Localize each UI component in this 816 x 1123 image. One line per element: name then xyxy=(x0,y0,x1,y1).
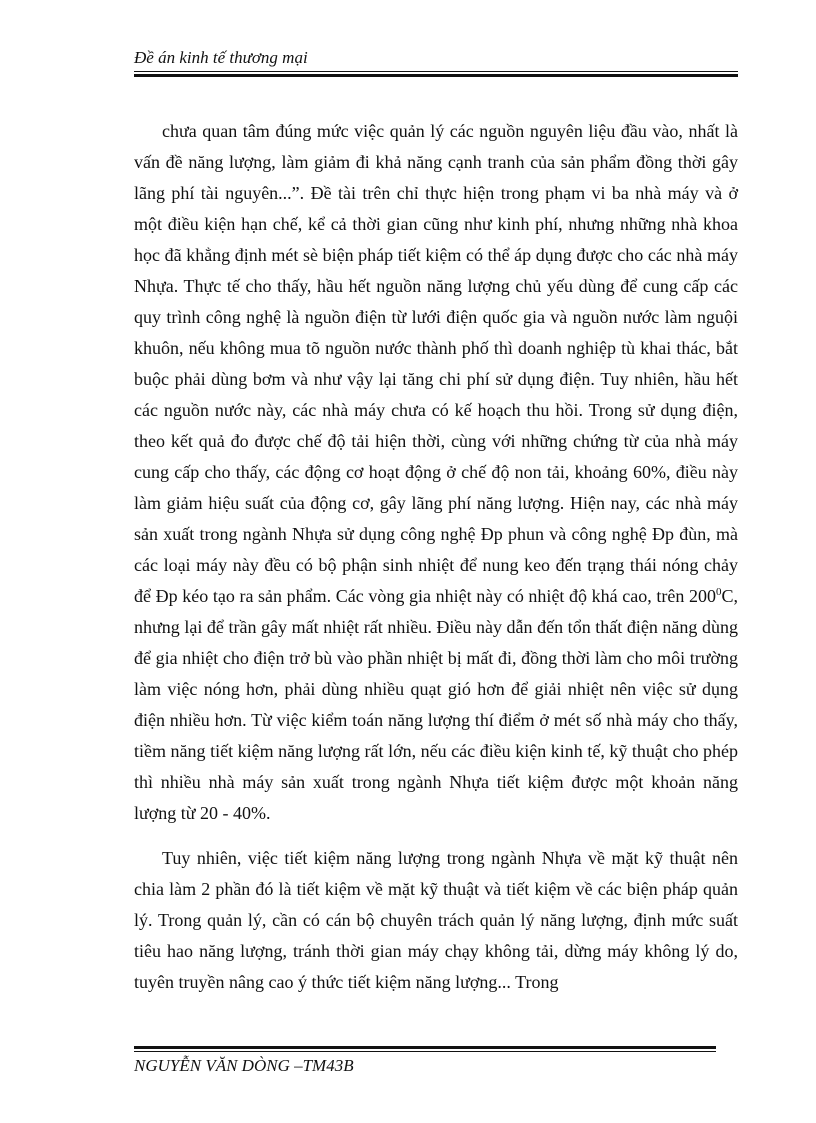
header-rule-thin xyxy=(134,71,738,72)
body-text xyxy=(134,116,738,998)
paragraph-1 xyxy=(134,116,738,829)
paragraph-1-part-a: chưa quan tâm đúng mức việc quản lý các nguồn nguyên liệu đầu vào, nhất là vấn đề năng lượng, làm giảm đi khả năng cạnh tranh của sản phẩm đồng thời gây lãng phí tài nguyên...”. Đề tài trên chỉ thực hiện trong phạm vi ba nhà máy và ở một điều kiện hạn chế, kể cả thời gian cũng như kinh phí, nhưng những nhà khoa học đã khẳng định mét sè biện pháp tiết kiệm có thể áp dụng được cho các nhà máy Nhựa. Thực tế cho thấy, hầu hết nguồn năng lượng chủ yếu dùng để cung cấp các quy trình công nghệ là nguồn điện từ lưới điện quốc gia và nguồn nước làm nguội khuôn, nếu không mua tõ nguồn nước thành phố thì doanh nghiệp tù khai thác, bắt buộc phải dùng bơm và như vậy lại tăng chi phí sử dụng điện. Tuy nhiên, hầu hết các nguồn nước này, các nhà máy chưa có kế hoạch thu hồi. Trong sử dụng điện, theo kết quả đo được chế độ tải hiện thời, cùng với những chứng từ của nhà máy cung cấp cho thấy, các động cơ hoạt động ở chế độ non tải, khoảng 60%, điều này làm giảm hiệu suất của động cơ, gây lãng phí năng lượng. Hiện nay, các nhà máy sản xuất trong ngành Nhựa sử dụng công nghệ Ðp phun và công nghệ Ðp đùn, mà các loại máy này đều có bộ phận sinh nhiệt để nung keo đến trạng thái nóng chảy để Ðp kéo tạo ra sản phẩm. Các vòng gia nhiệt này có nhiệt độ khá cao, trên 200 xyxy=(134,121,738,606)
paragraph-2: Tuy nhiên, việc tiết kiệm năng lượng trong ngành Nhựa về mặt kỹ thuật nên chia làm 2 phần đó là tiết kiệm về mặt kỹ thuật và tiết kiệm về các biện pháp quản lý. Trong quản lý, cần có cán bộ chuyên trách quản lý năng lượng, định mức suất tiêu hao năng lượng, tránh thời gian máy chạy không tải, dừng máy không lý do, tuyên truyền nâng cao ý thức tiết kiệm năng lượng... Trong xyxy=(134,848,738,992)
degree-superscript: 0 xyxy=(715,586,722,598)
footer-rule-thin xyxy=(134,1051,716,1052)
paragraph-1-part-b: C, nhưng lại để trần gây mất nhiệt rất nhiều. Điều này dẫn đến tổn thất điện năng dùng để gia nhiệt cho điện trở bù vào phần nhiệt bị mất đi, đồng thời làm cho môi trường làm việc nóng hơn, phải dùng nhiều quạt gió hơn để giải nhiệt nên việc sử dụng điện nhiều hơn. Từ việc kiểm toán năng lượng thí điểm ở mét số nhà máy cho thấy, tiềm năng tiết kiệm năng lượng rất lớn, nếu các điều kiện kinh tế, kỹ thuật cho phép thì nhiều nhà máy sản xuất trong ngành Nhựa tiết kiệm được một khoản năng lượng từ 20 - 40%. xyxy=(134,586,738,823)
footer-rule-thick xyxy=(134,1046,716,1049)
header-rule-thick xyxy=(134,74,738,77)
footer-author: NGUYỄN VĂN DÒNG –TM43B xyxy=(134,1056,354,1075)
header-title: Đề án kinh tế thương mại xyxy=(134,48,308,67)
